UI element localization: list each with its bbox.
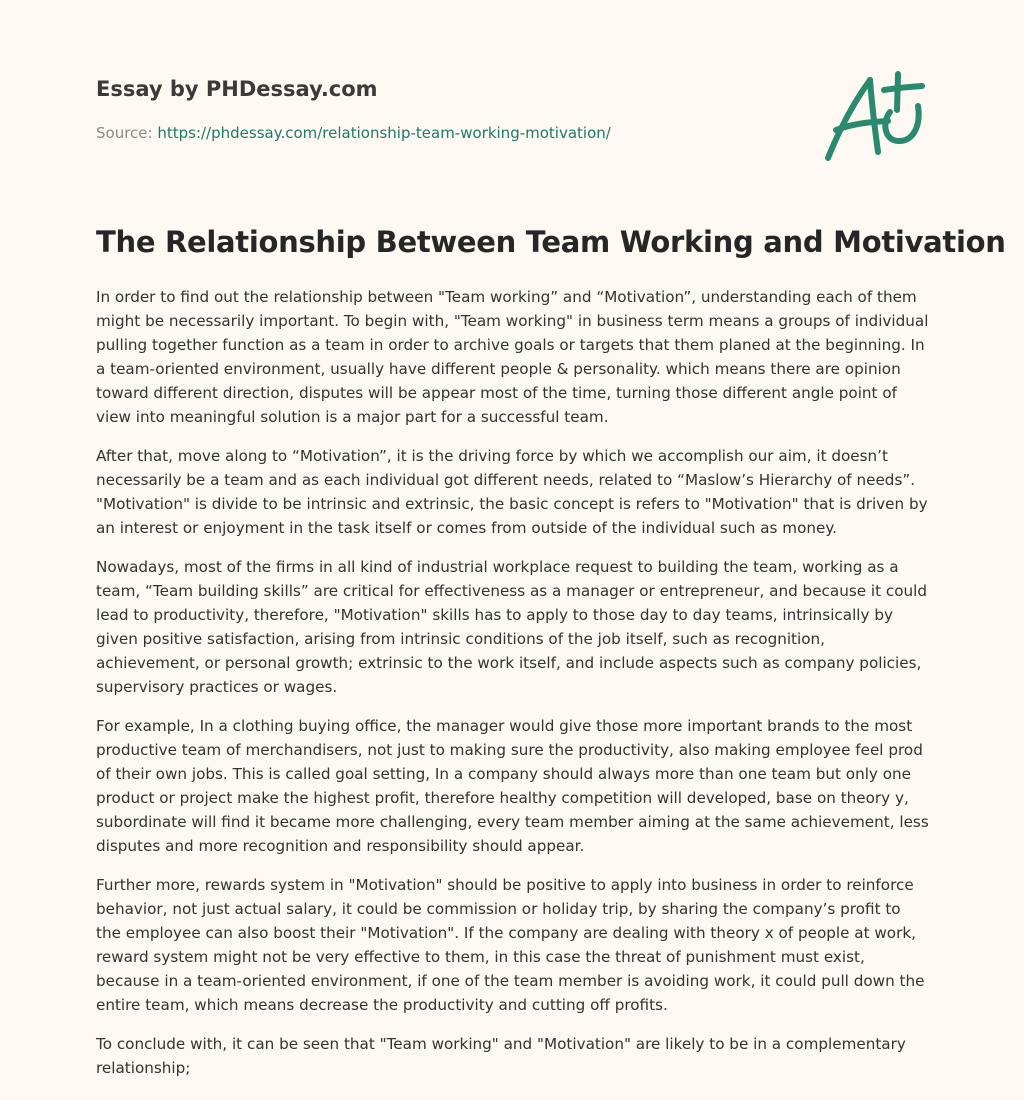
paragraph: Nowadays, most of the firms in all kind of industrial workplace request to building the team, working as a team, “Team building skills” are critical for effectiveness as a manager or entrepreneur, and because it could lead to productivity, therefore, "Motivation" skills has to apply to those day to day teams, intrinsically by given positive satisfaction, arising from intrinsic conditions of the job itself, such as recognition, achievement, or personal growth; extrinsic to the work itself, and include aspects such as company policies, supervisory practices or wages. — [96, 558, 928, 696]
paragraph: In order to find out the relationship between "Team working” and “Motivation”, understanding each of them might be necessarily important. To begin with, "Team working" in business term means a groups of individual pulling together function as a team in order to archive goals or targets that them planed at the beginning. In a team-oriented environment, usually have different people & personality. which means there are opinion toward different direction, disputes will be appear most of the time, turning those different angle point of view into meaningful solution is a major part for a successful team. — [96, 288, 929, 426]
paragraph: For example, In a clothing buying office, the manager would give those more important brands to the most productive team of merchandisers, not just to making sure the productivity, also making employee feel prod of their own jobs. This is called goal setting, In a company should always more than one team but only one product or project make the highest profit, therefore healthy competition will developed, base on theory y, subordinate will find it became more challenging, every team member aiming at the same achievement, less disputes and more recognition and responsibility should appear. — [96, 717, 929, 855]
essay-title: The Relationship Between Team Working and Motivation — [96, 225, 1006, 259]
source-line — [96, 124, 611, 142]
paragraph: Further more, rewards system in "Motivation" should be positive to apply into business in order to reinforce behavior, not just actual salary, it could be commission or holiday trip, by sharing the company’s profit to the employee can also boost their "Motivation". If the company are dealing with theory x of people at work, reward system might not be very effective to them, in this case the threat of punishment must exist, because in a team-oriented environment, if one of the team member is avoiding work, it could pull down the entire team, which means decrease the productivity and cutting off profits. — [96, 876, 925, 1014]
essay-body — [96, 285, 930, 1095]
site-brand: Essay by PHDessay.com — [96, 77, 378, 101]
source-label: Source: — [96, 124, 158, 142]
a-plus-logo-icon — [818, 66, 930, 166]
paragraph: After that, move along to “Motivation”, it is the driving force by which we accomplish our aim, it doesn’t necessarily be a team and as each individual got different needs, related to “Maslow’s Hierarchy of needs”. "Motivation" is divide to be intrinsic and extrinsic, the basic concept is refers to "Motivation" that is driven by an interest or enjoyment in the task itself or comes from outside of the individual such as money. — [96, 447, 928, 537]
source-link[interactable]: https://phdessay.com/relationship-team-working-motivation/ — [157, 124, 611, 142]
paragraph: To conclude with, it can be seen that "Team working" and "Motivation" are likely to be in a complementary relationship; — [96, 1035, 906, 1077]
